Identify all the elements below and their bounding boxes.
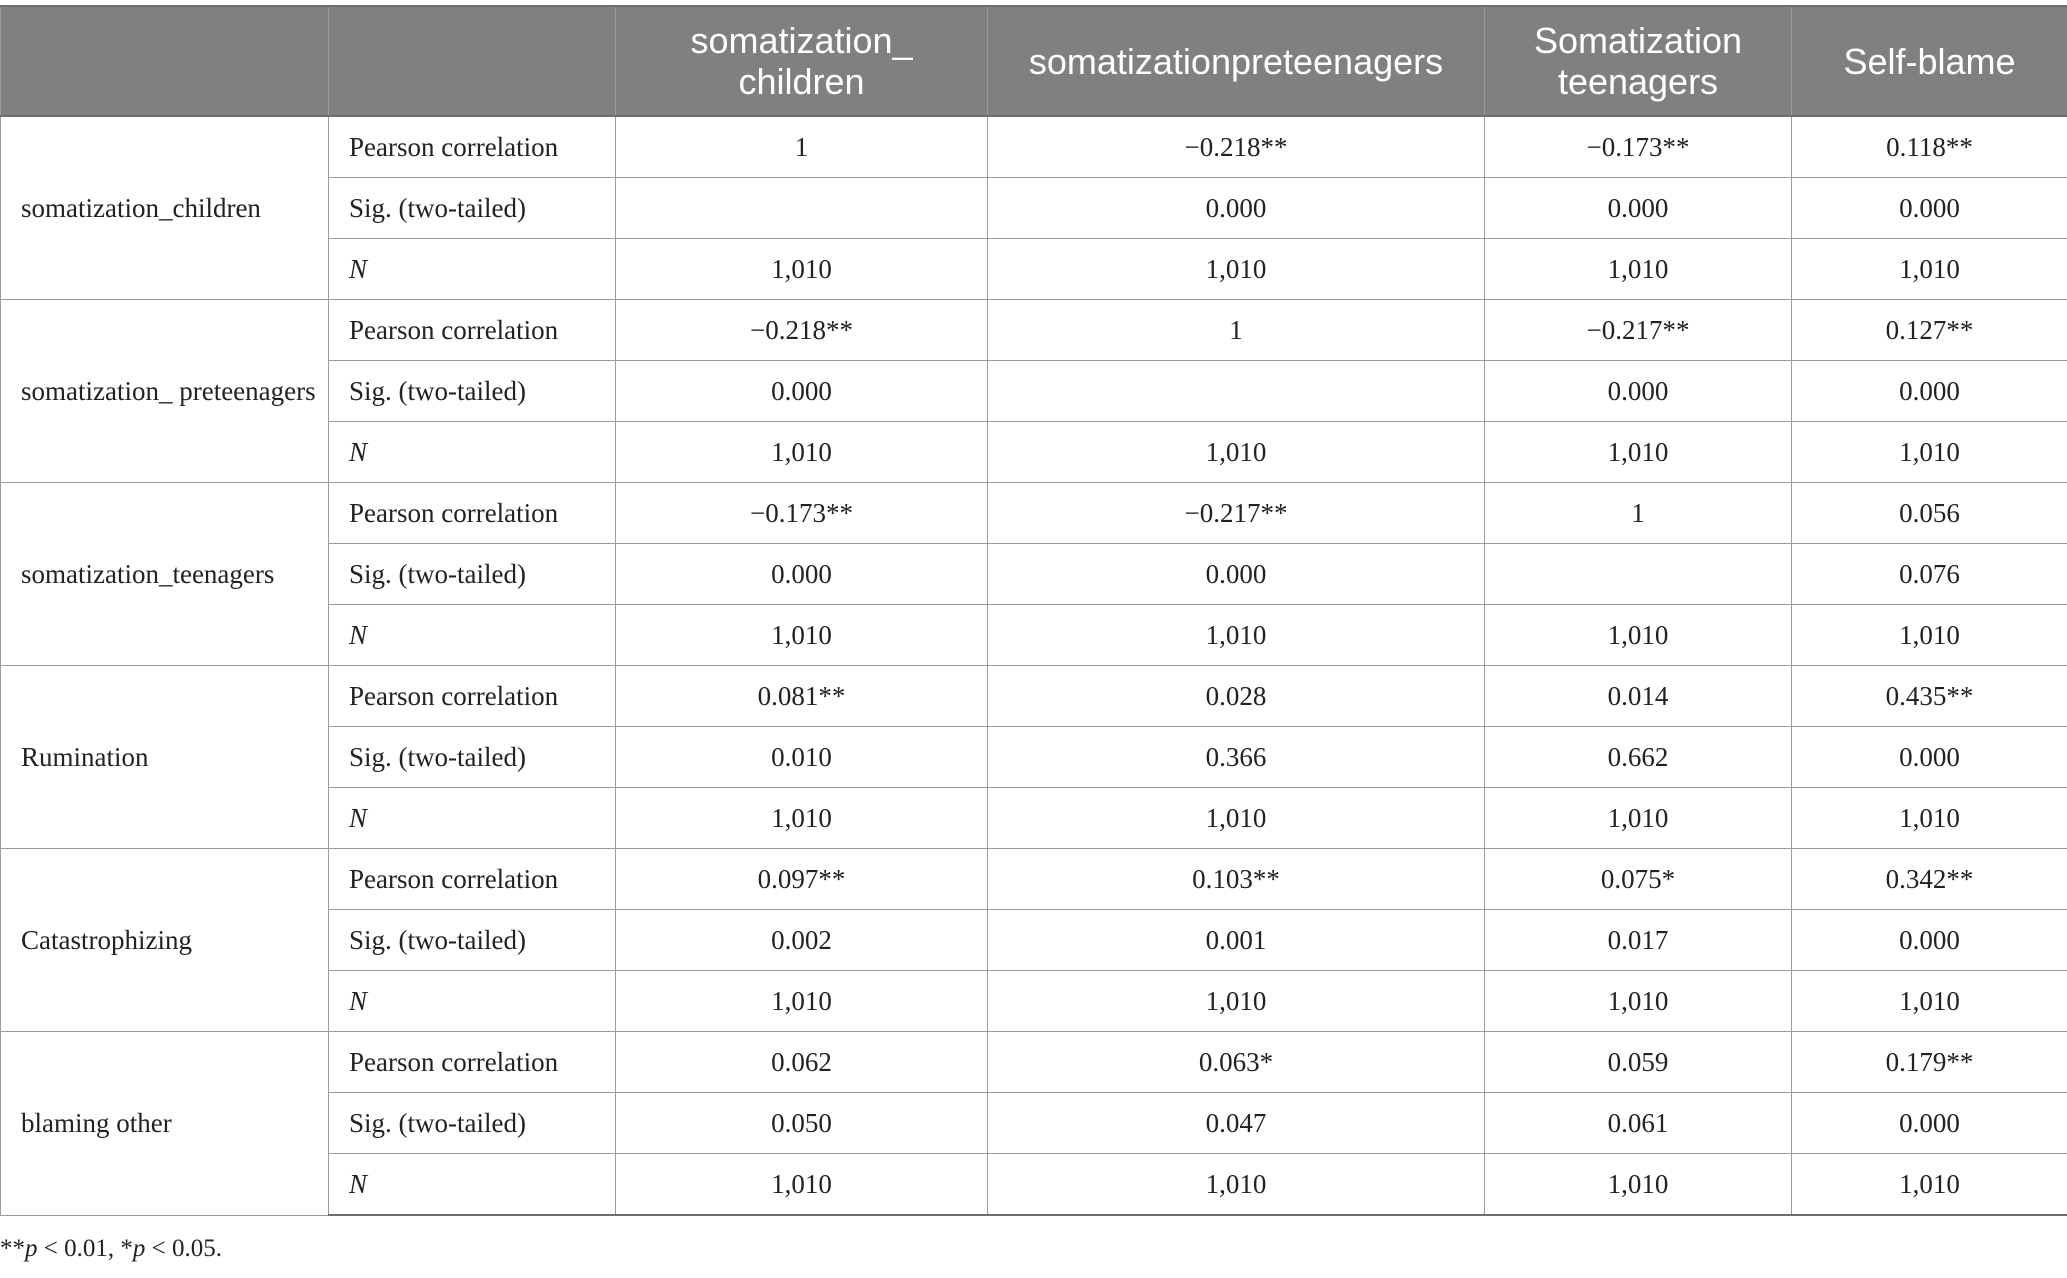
stat-label-text: N: [349, 1169, 368, 1199]
footnote-threshold-2: < 0.05.: [145, 1235, 222, 1262]
table-cell: 0.435**: [1792, 666, 2067, 727]
footnote-p-1: p: [25, 1235, 38, 1262]
stat-label-text: Pearson correlation: [349, 1047, 559, 1077]
table-cell: −0.217**: [988, 483, 1485, 544]
table-row: [1, 849, 2067, 910]
table-row: [1, 300, 2067, 361]
table-cell: 0.059: [1485, 1032, 1792, 1093]
footnote-mark-2: *: [120, 1235, 133, 1262]
table-cell: 0.017: [1485, 910, 1792, 971]
stat-label-pearson: [329, 483, 616, 544]
table-cell: −0.218**: [616, 300, 988, 361]
stat-label-text: Pearson correlation: [349, 864, 559, 894]
table-cell: 0.000: [1485, 178, 1792, 239]
stat-label-sig: [329, 544, 616, 605]
table-footnote: [0, 1235, 222, 1263]
table-cell: 1,010: [1792, 239, 2067, 300]
stat-label-pearson: [329, 849, 616, 910]
correlation-table: [0, 5, 2067, 1216]
table-cell: 1,010: [1792, 971, 2067, 1032]
table-cell: 0.047: [988, 1093, 1485, 1154]
table-cell: 0.050: [616, 1093, 988, 1154]
row-group-label: somatization_ preteenagers: [1, 300, 329, 483]
header-blank-group: [1, 6, 329, 116]
table-cell: 0.000: [1792, 910, 2067, 971]
table-cell: 1,010: [988, 1154, 1485, 1216]
stat-label-n: [329, 422, 616, 483]
table-cell: 1,010: [1792, 788, 2067, 849]
stat-label-sig: [329, 1093, 616, 1154]
table-cell: 0.103**: [988, 849, 1485, 910]
stat-label-pearson: [329, 300, 616, 361]
table-cell: 0.076: [1792, 544, 2067, 605]
stat-label-sig: [329, 910, 616, 971]
stat-label-sig: [329, 178, 616, 239]
table-row: [1, 483, 2067, 544]
table-cell: 1,010: [616, 422, 988, 483]
table-cell: 1,010: [616, 971, 988, 1032]
row-group-label: somatization_children: [1, 116, 329, 300]
stat-label-n: [329, 239, 616, 300]
table-cell: 0.056: [1792, 483, 2067, 544]
table-cell: [988, 361, 1485, 422]
stat-label-text: Pearson correlation: [349, 498, 559, 528]
table-cell: 1,010: [616, 1154, 988, 1216]
table-cell: 0.127**: [1792, 300, 2067, 361]
footnote-threshold-1: < 0.01,: [37, 1235, 121, 1262]
table-cell: 1,010: [1792, 422, 2067, 483]
table-row: [1, 666, 2067, 727]
table-header: [1, 6, 2067, 116]
table-cell: 0.000: [616, 544, 988, 605]
table-cell: 0.342**: [1792, 849, 2067, 910]
table-cell: 1,010: [616, 605, 988, 666]
stat-label-text: N: [349, 437, 368, 467]
table-cell: [1485, 544, 1792, 605]
stat-label-text: Sig. (two-tailed): [349, 1108, 526, 1138]
stat-label-text: Sig. (two-tailed): [349, 925, 526, 955]
table-cell: 0.118**: [1792, 116, 2067, 178]
stat-label-text: Sig. (two-tailed): [349, 193, 526, 223]
stat-label-text: Sig. (two-tailed): [349, 742, 526, 772]
table-row: [1, 1032, 2067, 1093]
header-self-blame: Self-blame: [1792, 6, 2067, 116]
stat-label-text: Pearson correlation: [349, 681, 559, 711]
stat-label-pearson: [329, 1032, 616, 1093]
row-group-label: blaming other: [1, 1032, 329, 1216]
table-cell: 0.000: [988, 544, 1485, 605]
stat-label-n: [329, 605, 616, 666]
table-cell: 1,010: [1485, 1154, 1792, 1216]
header-blank-stat: [329, 6, 616, 116]
table-body: [1, 116, 2067, 1215]
table-cell: 0.000: [988, 178, 1485, 239]
table-cell: 1,010: [1485, 605, 1792, 666]
table-cell: 1,010: [988, 605, 1485, 666]
table-cell: −0.173**: [616, 483, 988, 544]
table-cell: 1: [988, 300, 1485, 361]
table-cell: 0.000: [1792, 178, 2067, 239]
table-cell: 0.000: [1792, 361, 2067, 422]
table-cell: 1,010: [988, 422, 1485, 483]
stat-label-pearson: [329, 116, 616, 178]
table-cell: 0.014: [1485, 666, 1792, 727]
table-cell: 1,010: [1485, 422, 1792, 483]
table-cell: [616, 178, 988, 239]
stat-label-n: [329, 1154, 616, 1216]
stat-label-n: [329, 971, 616, 1032]
header-somatization-preteenagers: somatizationpreteenagers: [988, 6, 1485, 116]
table-cell: 1,010: [1485, 239, 1792, 300]
table-cell: 0.062: [616, 1032, 988, 1093]
stat-label-text: Pearson correlation: [349, 315, 559, 345]
table-cell: 0.061: [1485, 1093, 1792, 1154]
row-group-label: Catastrophizing: [1, 849, 329, 1032]
table-cell: 0.000: [616, 361, 988, 422]
stat-label-text: Sig. (two-tailed): [349, 559, 526, 589]
stat-label-sig: [329, 727, 616, 788]
table-cell: 0.000: [1485, 361, 1792, 422]
stat-label-text: N: [349, 986, 368, 1016]
table-cell: 0.063*: [988, 1032, 1485, 1093]
stat-label-pearson: [329, 666, 616, 727]
stat-label-text: Sig. (two-tailed): [349, 376, 526, 406]
table-cell: 1,010: [1792, 1154, 2067, 1216]
header-row: [1, 6, 2067, 116]
table-cell: 0.000: [1792, 1093, 2067, 1154]
stat-label-text: Pearson correlation: [349, 132, 559, 162]
stat-label-sig: [329, 361, 616, 422]
table-cell: 0.075*: [1485, 849, 1792, 910]
table-cell: 1,010: [988, 788, 1485, 849]
row-group-label: somatization_teenagers: [1, 483, 329, 666]
correlation-table-wrapper: [0, 5, 2067, 1216]
stat-label-text: N: [349, 803, 368, 833]
table-cell: 1,010: [1792, 605, 2067, 666]
table-cell: 0.001: [988, 910, 1485, 971]
table-cell: 0.097**: [616, 849, 988, 910]
footnote-p-2: p: [132, 1235, 146, 1262]
table-row: [1, 116, 2067, 178]
table-cell: 1,010: [616, 788, 988, 849]
table-cell: 0.179**: [1792, 1032, 2067, 1093]
table-cell: 0.662: [1485, 727, 1792, 788]
footnote-mark-1: **: [0, 1235, 25, 1262]
table-cell: −0.173**: [1485, 116, 1792, 178]
stat-label-text: N: [349, 620, 368, 650]
table-cell: 0.002: [616, 910, 988, 971]
table-cell: 0.028: [988, 666, 1485, 727]
table-cell: 1,010: [1485, 788, 1792, 849]
table-cell: 0.081**: [616, 666, 988, 727]
table-cell: 1,010: [1485, 971, 1792, 1032]
table-cell: −0.217**: [1485, 300, 1792, 361]
table-cell: 1: [1485, 483, 1792, 544]
stat-label-text: N: [349, 254, 368, 284]
header-somatization-teenagers: Somatization teenagers: [1485, 6, 1792, 116]
table-cell: 1: [616, 116, 988, 178]
table-cell: 1,010: [616, 239, 988, 300]
header-somatization-children: somatization_ children: [616, 6, 988, 116]
table-cell: 1,010: [988, 239, 1485, 300]
table-cell: 0.366: [988, 727, 1485, 788]
row-group-label: Rumination: [1, 666, 329, 849]
stat-label-n: [329, 788, 616, 849]
table-cell: 0.010: [616, 727, 988, 788]
table-cell: 1,010: [988, 971, 1485, 1032]
table-cell: 0.000: [1792, 727, 2067, 788]
table-cell: −0.218**: [988, 116, 1485, 178]
